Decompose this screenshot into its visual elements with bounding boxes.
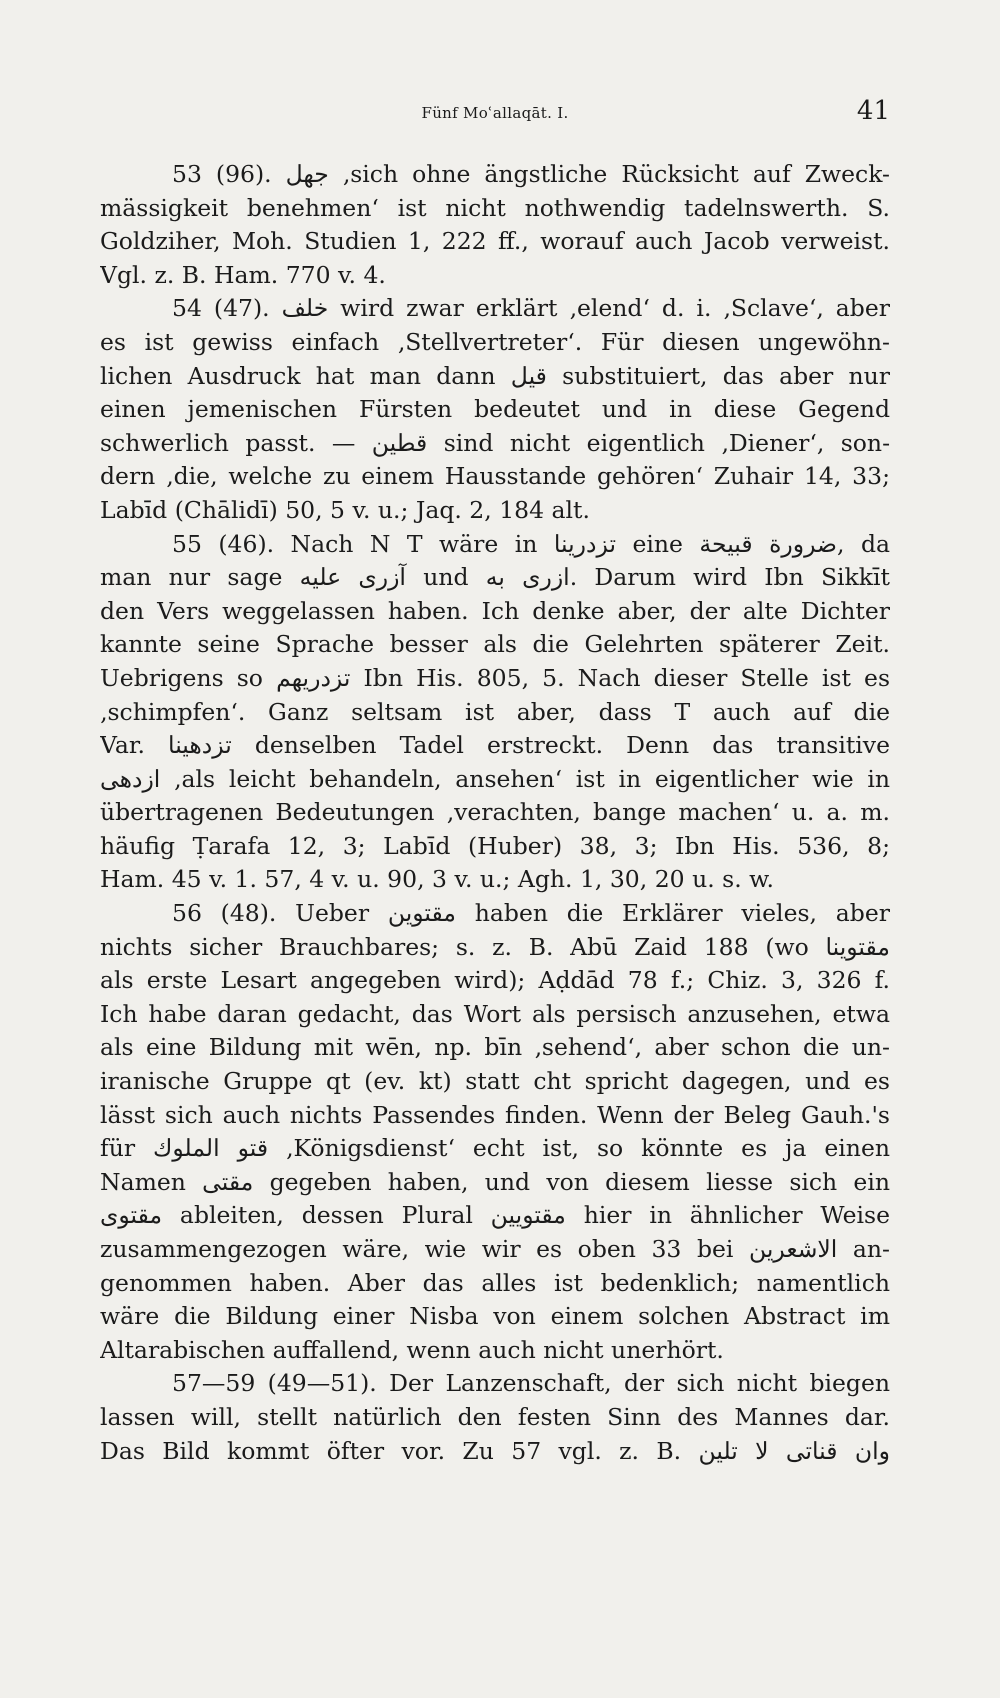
text-line: dern ‚die, welche zu einem Hausstande gehören‘ Zuhair 14, 33; — [100, 462, 890, 491]
text-line: lichen Ausdruck hat man dann ﻗﻴﻞ substituiert, das aber nur — [100, 361, 890, 390]
page-number: 41 — [856, 96, 890, 126]
text-line: Var. ﺗﺰدﻫﻴﻨﺎ denselben Tadel erstreckt. Denn das transitive — [100, 731, 890, 760]
text-line: 57—59 (49—51). Der Lanzenschaft, der sich nicht biegen — [172, 1369, 890, 1398]
running-title: Fünf Moʿallaqāt. I. — [421, 104, 569, 122]
text-line: kannte seine Sprache besser als die Gelehrten späterer Zeit. — [100, 630, 890, 659]
body-text — [100, 158, 890, 1468]
text-line: ‚schimpfen‘. Ganz seltsam ist aber, dass T auch auf die — [100, 697, 890, 726]
text-line: Namen ﻣﻘﺘﻰ gegeben haben, und von diesem liesse sich ein — [100, 1167, 890, 1196]
text-line: ﻣﻘﺘﻮی ableiten, dessen Plural ﻣﻘﺘﻮﻳﻴﻦ hier in ähnlicher Weise — [100, 1201, 890, 1230]
text-line: Goldziher, Moh. Studien 1, 222 ff., worauf auch Jacob verweist. — [100, 227, 890, 256]
text-line: es ist gewiss einfach ‚Stellvertreter‘. Für diesen ungewöhn- — [100, 327, 890, 356]
page-header — [100, 96, 890, 130]
text-line: Ham. 45 v. 1. 57, 4 v. u. 90, 3 v. u.; Agh. 1, 30, 20 u. s. w. — [100, 865, 774, 894]
text-line: 56 (48). Ueber ﻣﻘﺘﻮﻳﻦ haben die Erklärer vieles, aber — [172, 899, 890, 928]
text-line: als erste Lesart angegeben wird); Aḍdād 78 f.; Chiz. 3, 326 f. — [100, 966, 890, 995]
text-line: lässt sich auch nichts Passendes finden. Wenn der Beleg Gauh.'s — [100, 1100, 890, 1129]
text-line: 53 (96). ﺟﻬﻞ ‚sich ohne ängstliche Rücksicht auf Zweck- — [172, 160, 890, 188]
text-line: iranische Gruppe qt (ev. kt) statt cht spricht dagegen, und es — [100, 1067, 890, 1096]
text-line: ازدﻫﻰ ‚als leicht behandeln, ansehen‘ ist in eigentlicher wie in — [100, 764, 890, 793]
text-line: genommen haben. Aber das alles ist bedenklich; namentlich — [100, 1268, 890, 1297]
text-line: Labīd (Chālidī) 50, 5 v. u.; Jaq. 2, 184 alt. — [100, 495, 590, 524]
text-line: Uebrigens so ﺗﺰدرﻳﻬﻢ Ibn His. 805, 5. Nach dieser Stelle ist es — [100, 663, 890, 692]
text-line: 55 (46). Nach N T wäre in ﺗﺰدرﻳﻨﺎ eine ﺿﺮورة ﻗﺒﻴﺤﺔ, da — [172, 529, 890, 558]
text-line: den Vers weggelassen haben. Ich denke aber, der alte Dichter — [100, 596, 890, 625]
text-line: für ﻗﺘﻮ اﻟﻤﻠﻮك ‚Königsdienst‘ echt ist, so könnte es ja einen — [100, 1134, 890, 1163]
text-line: 54 (47). ﺧﻠﻒ wird zwar erklärt ‚elend‘ d. i. ‚Sclave‘, aber — [172, 294, 890, 323]
text-line: als eine Bildung mit wēn, np. bīn ‚sehend‘, aber schon die un- — [100, 1033, 890, 1062]
text-line: lassen will, stellt natürlich den festen Sinn des Mannes dar. — [100, 1402, 890, 1431]
text-line: Vgl. z. B. Ham. 770 v. 4. — [100, 260, 386, 289]
text-line: häufig Ṭarafa 12, 3; Labīd (Huber) 38, 3; Ibn His. 536, 8; — [100, 831, 890, 860]
text-line: Altarabischen auffallend, wenn auch nicht unerhört. — [100, 1335, 724, 1364]
text-line: Ich habe daran gedacht, das Wort als persisch anzusehen, etwa — [100, 999, 890, 1028]
text-line: Das Bild kommt öfter vor. Zu 57 vgl. z. B. واﻥ ﻗﻨﺎﺗﻰ ﻻ ﺗﻠﻴﻦ — [100, 1436, 890, 1465]
text-line: wäre die Bildung einer Nisba von einem solchen Abstract im — [100, 1302, 890, 1331]
text-line: mässigkeit benehmen‘ ist nicht nothwendig tadelnswerth. S. — [100, 193, 890, 222]
text-line: zusammengezogen wäre, wie wir es oben 33 bei اﻻﺷﻌﺮﻳﻦ an- — [100, 1235, 890, 1263]
text-line: nichts sicher Brauchbares; s. z. B. Abū Zaid 188 (wo ﻣﻘﺘﻮﻳﻨﺎ — [100, 932, 890, 961]
text-line: einen jemenischen Fürsten bedeutet und in diese Gegend — [100, 395, 890, 424]
text-line: übertragenen Bedeutungen ‚verachten, bange machen‘ u. a. m. — [100, 798, 890, 827]
text-line: man nur sage ﺁزری ﻋﻠﻴﻪ und ازری ﺑﻪ. Darum wird Ibn Sikkīt — [100, 563, 890, 592]
text-line: schwerlich passt. — ﻗﻄﻴﻦ sind nicht eigentlich ‚Diener‘, son- — [100, 428, 890, 457]
